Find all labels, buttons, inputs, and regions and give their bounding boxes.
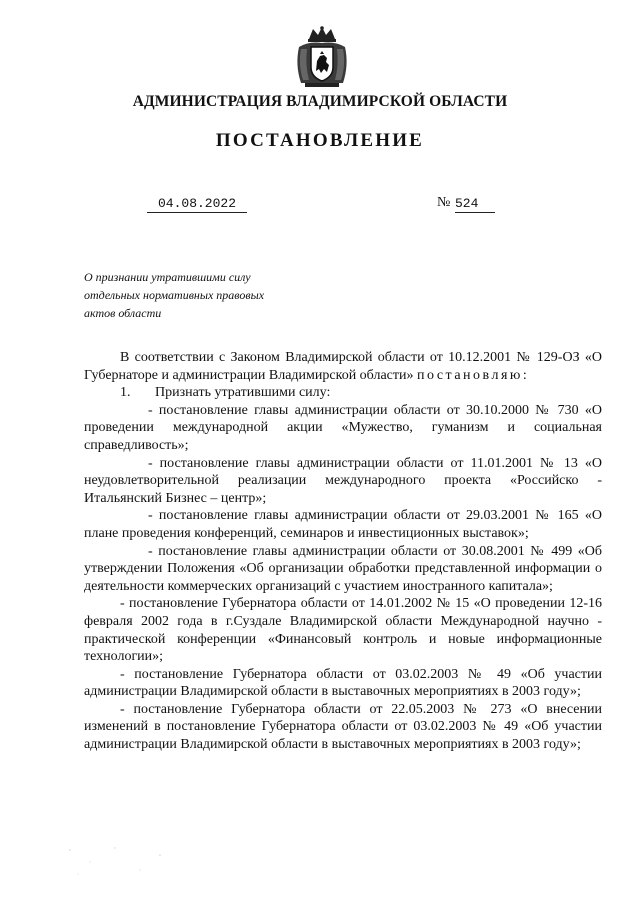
organization-title: АДМИНИСТРАЦИЯ ВЛАДИМИРСКОЙ ОБЛАСТИ — [132, 93, 508, 110]
subject-line: О признании утратившими силу — [84, 270, 251, 284]
document-subject — [84, 268, 264, 322]
subject-line: актов области — [84, 306, 162, 320]
repealed-act: - постановление главы администрации области от 30.08.2001 № 499 «Об утверждении Положения «Об организации обработки представленной информации о деятельности коммерческих организаций с участием иностранного капитала»; — [84, 543, 602, 594]
scan-noise — [60, 840, 180, 880]
preamble-decree: постановляю: — [416, 367, 530, 383]
preamble — [84, 349, 602, 384]
document-date: 04.08.2022 — [147, 196, 247, 213]
document-body — [84, 349, 602, 754]
repealed-act: - постановление главы администрации области от 30.10.2000 № 730 «О проведении международной акции «Мужество, гуманизм и социальная справедливость»; — [84, 402, 602, 453]
repealed-act: - постановление Губернатора области от 22.05.2003 № 273 «О внесении изменений в постановление Губернатора области от 03.02.2003 № 49 «Об участии администрации Владимирской области в выставочных мероприятиях в 2003 году»; — [84, 701, 602, 753]
number-sign: № — [437, 195, 451, 210]
document-type: ПОСТАНОВЛЕНИЕ — [215, 130, 425, 151]
repealed-act: - постановление главы администрации области от 29.03.2001 № 165 «О плане проведения конференций, семинаров и инвестиционных выставок»; — [84, 508, 602, 541]
repealed-act: - постановление Губернатора области от 14.01.2002 № 15 «О проведении 12-16 февраля 2002 года в г.Суздале Владимирской области Международной научно - практической конференции «Финансовый контроль и новые информационные технологии»; — [84, 596, 602, 665]
document-number: 524 — [455, 196, 495, 213]
subject-line: отдельных нормативных правовых — [84, 288, 265, 302]
repealed-act: - постановление Губернатора области от 03.02.2003 № 49 «Об участии администрации Владимирской области в выставочных мероприятиях в 2003 году»; — [84, 666, 602, 700]
coat-of-arms-icon — [291, 25, 353, 89]
preamble-text: В соответствии с Законом Владимирской области от 10.12.2001 № 129-ОЗ «О Губернаторе и администрации Владимирской области» — [84, 350, 602, 383]
repealed-act: - постановление главы администрации области от 11.01.2001 № 13 «О неудовлетворительной реализации международного проекта «Российско - Итальянский Бизнес – центр»; — [84, 455, 602, 506]
item-1: 1. Признать утратившими силу: — [120, 385, 331, 401]
